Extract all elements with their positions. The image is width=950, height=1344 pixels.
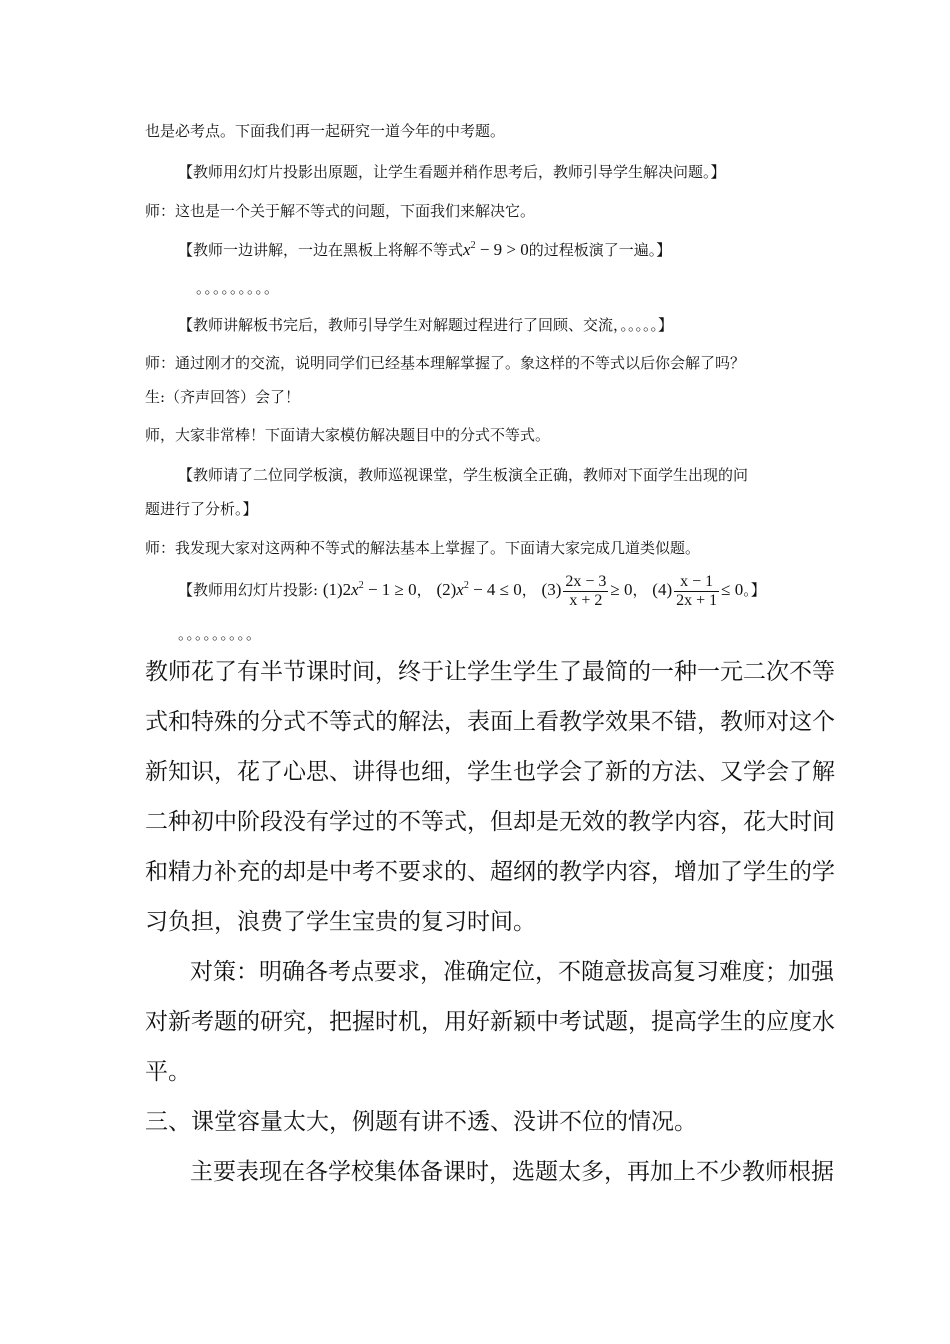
body-paragraph-line: 平。 <box>145 1059 191 1085</box>
body-paragraph-line: 主要表现在各学校集体备课时，选题太多，再加上不少教师根据 <box>190 1159 834 1185</box>
body-paragraph-line: 二种初中阶段没有学过的不等式，但却是无效的教学内容，花大时间 <box>145 809 835 835</box>
body-paragraph-line: 新知识，花了心思、讲得也细，学生也学会了新的方法、又学会了解 <box>145 759 835 785</box>
exercise-4: (4) $\frac{x - 1}{2x + 1}$ ≤ 0 <box>652 572 744 609</box>
text-line: 生:（齐声回答）会了！ <box>145 388 301 406</box>
text-segment: 【教师一边讲解，一边在黑板上将解不等式 <box>178 241 464 259</box>
exercise-line: 【教师用幻灯片投影: $(1)2x^2 - 1 \ge 0$， $(2)x^2 - 4 \le 0$， (3) $\frac{2x - 3}{x + 2}$ ≥ 0， (4) $\frac{x - 1}{2x + 1}$ ≤ 0。】 <box>178 572 766 609</box>
text-line: 师：这也是一个关于解不等式的问题，下面我们来解决它。 <box>145 202 536 220</box>
exercise-2: $(2)x^2 - 4 \le 0$ <box>436 580 522 599</box>
text-line <box>178 240 848 260</box>
body-paragraph-line: 对策：明确各考点要求，准确定位，不随意拔高复习难度；加强 <box>190 959 834 985</box>
ellipsis-dots: 。。。。。。。。。 <box>196 279 281 297</box>
text-line: 师，大家非常棒！下面请大家模仿解决题目中的分式不等式。 <box>145 426 551 444</box>
text-segment: 【教师用幻灯片投影: <box>178 581 319 599</box>
text-line: 师：通过刚才的交流，说明同学们已经基本理解掌握了。象这样的不等式以后你会解了吗？ <box>145 354 746 372</box>
body-paragraph-line: 式和特殊的分式不等式的解法，表面上看教学效果不错，教师对这个 <box>145 709 835 735</box>
exercise-3: (3) $\frac{2x - 3}{x + 2}$ ≥ 0 <box>541 572 633 609</box>
text-line: 【教师用幻灯片投影出原题，让学生看题并稍作思考后，教师引导学生解决问题。】 <box>178 163 726 181</box>
ellipsis-dots: 。。。。。。。。。 <box>178 625 263 643</box>
body-paragraph-line: 习负担，浪费了学生宝贵的复习时间。 <box>145 909 536 935</box>
text-line: 【教师请了二位同学板演，教师巡视课堂，学生板演全正确，教师对下面学生出现的问 <box>178 466 749 484</box>
inequality-x2-minus-9: $x^2 - 9 > 0$ <box>463 240 529 259</box>
text-line: 师：我发现大家对这两种不等式的解法基本上掌握了。下面请大家完成几道类似题。 <box>145 539 701 557</box>
body-paragraph-line: 对新考题的研究，把握时机，用好新颖中考试题，提高学生的应度水 <box>145 1009 835 1035</box>
section-heading: 三、课堂容量太大，例题有讲不透、没讲不位的情况。 <box>145 1109 697 1135</box>
body-paragraph-line: 教师花了有半节课时间，终于让学生学生了最简的一种一元二次不等 <box>145 659 835 685</box>
body-paragraph-line: 和精力补充的却是中考不要求的、超纲的教学内容，增加了学生的学 <box>145 859 835 885</box>
text-line: 【教师讲解板书完后，教师引导学生对解题过程进行了回顾、交流，。。。。。】 <box>178 316 674 334</box>
text-segment: 的过程板演了一遍。】 <box>528 241 672 259</box>
exercise-1: $(1)2x^2 - 1 \ge 0$ <box>322 580 417 599</box>
fraction: $\frac{x - 1}{2x + 1}$ <box>676 572 718 609</box>
fraction: $\frac{2x - 3}{x + 2}$ <box>565 572 607 609</box>
text-line: 也是必考点。下面我们再一起研究一道今年的中考题。 <box>145 122 506 140</box>
text-line: 题进行了分析。】 <box>145 500 258 518</box>
